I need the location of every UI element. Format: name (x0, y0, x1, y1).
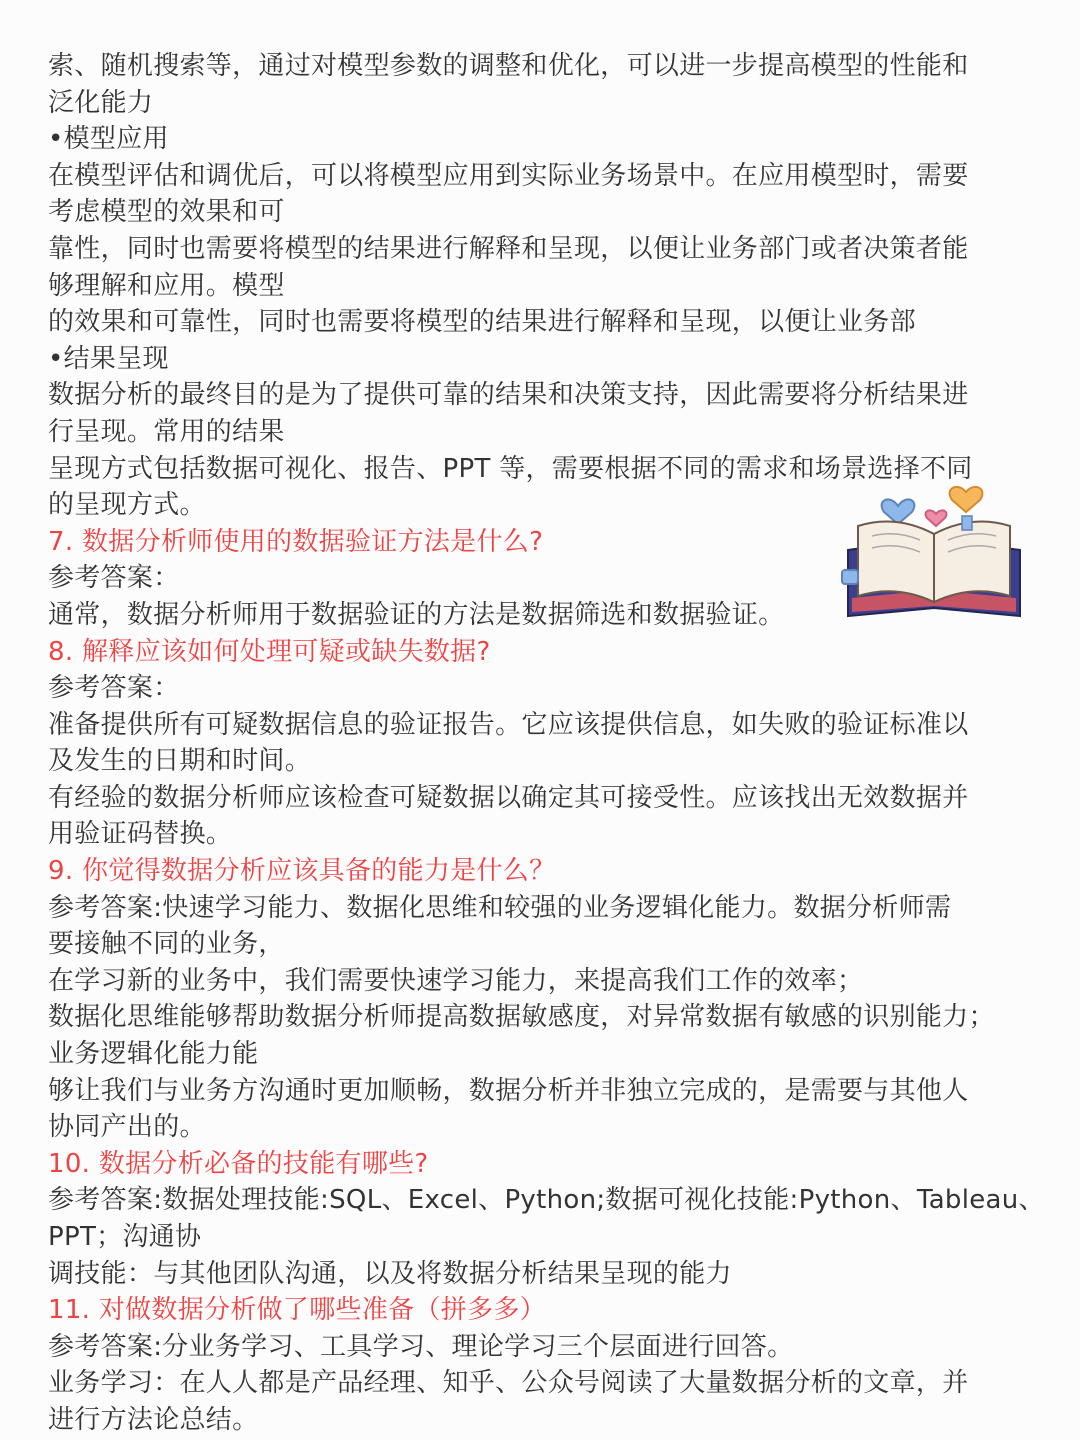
text-line: 考虑模型的效果和可 (48, 197, 285, 228)
text-line: •结果呈现 (48, 343, 169, 374)
open-book-with-hearts-icon (840, 478, 1030, 628)
text-line: 参考答案： (48, 673, 180, 704)
question-heading: 8. 解释应该如何处理可疑或缺失数据? (48, 636, 491, 667)
question-heading: 9. 你觉得数据分析应该具备的能力是什么？ (48, 856, 556, 887)
orange-heart-icon (950, 487, 983, 512)
text-line: •模型应用 (48, 124, 169, 155)
text-line: 数据分析的最终目的是为了提供可靠的结果和决策支持，因此需要将分析结果进 (48, 380, 969, 411)
text-line: 数据化思维能够帮助数据分析师提高数据敏感度，对异常数据有敏感的识别能力； (48, 1002, 995, 1033)
text-line: 准备提供所有可疑数据信息的验证报告。它应该提供信息，如失败的验证标准以 (48, 709, 969, 740)
text-line: 在模型评估和调优后，可以将模型应用到实际业务场景中。在应用模型时，需要 (48, 160, 969, 191)
text-line: 索、随机搜索等，通过对模型参数的调整和优化，可以进一步提高模型的性能和 (48, 51, 969, 81)
text-line: 参考答案:分业务学习、工具学习、理论学习三个层面进行回答。 (48, 1331, 794, 1362)
text-line: 有经验的数据分析师应该检查可疑数据以确定其可接受性。应该找出无效数据并 (48, 782, 969, 813)
text-line: 业务学习：在人人都是产品经理、知乎、公众号阅读了大量数据分析的文章，并 (48, 1368, 969, 1399)
text-line: 的效果和可靠性，同时也需要将模型的结果进行解释和呈现，以便让业务部 (48, 307, 916, 338)
text-line: 进行方法论总结。 (48, 1404, 259, 1435)
text-line: 在学习新的业务中，我们需要快速学习能力，来提高我们工作的效率； (48, 965, 864, 996)
text-line: 通常，数据分析师用于数据验证的方法是数据筛选和数据验证。 (48, 599, 785, 630)
text-line: 靠性，同时也需要将模型的结果进行解释和呈现，以便让业务部门或者决策者能 (48, 233, 969, 264)
question-heading: 7. 数据分析师使用的数据验证方法是什么? (48, 526, 544, 557)
text-line: 参考答案： (48, 563, 180, 594)
question-heading: 10. 数据分析必备的技能有哪些? (48, 1148, 429, 1179)
text-line: 用验证码替换。 (48, 819, 233, 850)
text-line: 调技能：与其他团队沟通，以及将数据分析结果呈现的能力 (48, 1258, 732, 1289)
text-line: 参考答案:快速学习能力、数据化思维和较强的业务逻辑化能力。数据分析师需 (48, 892, 952, 923)
text-line: PPT；沟通协 (48, 1222, 202, 1252)
text-line: 够让我们与业务方沟通时更加顺畅，数据分析并非独立完成的，是需要与其他人 (48, 1075, 969, 1106)
text-line: 泛化能力 (48, 87, 154, 118)
text-line: 行呈现。常用的结果 (48, 416, 285, 447)
text-line: 的呈现方式。 (48, 490, 206, 521)
article-text (48, 48, 1045, 1439)
text-line: 及发生的日期和时间。 (48, 746, 312, 777)
text-line: 协同产出的。 (48, 1112, 206, 1143)
blue-heart-icon (882, 499, 915, 524)
text-line: 要接触不同的业务， (48, 929, 285, 960)
text-line: 参考答案:数据处理技能:SQL、Excel、Python;数据可视化技能:Python、Tableau、 (48, 1185, 1045, 1216)
pink-heart-icon (926, 510, 947, 526)
question-heading: 11. 对做数据分析做了哪些准备（拼多多） (48, 1295, 546, 1326)
text-line: 业务逻辑化能力能 (48, 1039, 259, 1070)
text-line: 呈现方式包括数据可视化、报告、PPT 等，需要根据不同的需求和场景选择不同 (48, 453, 973, 484)
text-line: 够理解和应用。模型 (48, 270, 285, 301)
